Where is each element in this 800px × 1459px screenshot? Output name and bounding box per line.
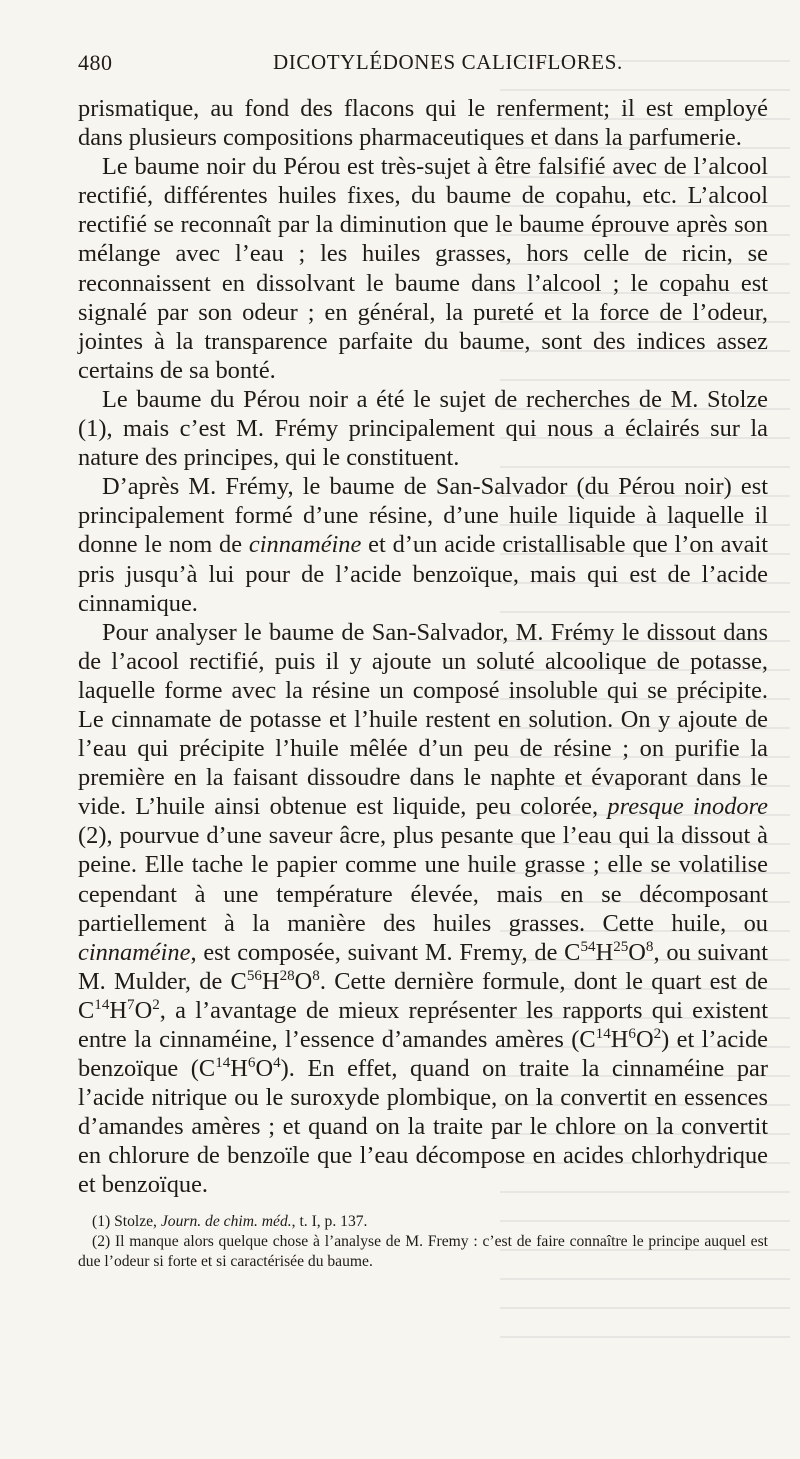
text-run: O: [294, 967, 313, 995]
text-run: (2) Il manque alors quelque chose à l’analyse de M. Fremy : c’est de faire connaître le principe auquel est due l’odeur si forte et si caractérisée du baume.: [78, 1232, 768, 1270]
text-run: H: [109, 996, 128, 1024]
text-run: H: [230, 1055, 248, 1083]
page-header: [78, 46, 766, 80]
superscript: 8: [645, 938, 654, 955]
text-run: , t. I, p. 137.: [291, 1212, 368, 1230]
text-run: Pour analyser le baume de San-Salvador, M. Frémy le dissout dans de l’acool rectifié, puis il y ajoute un soluté alcoolique de potasse, laquelle forme avec la résine un composé insoluble qui se précipite. Le cinnamate de potasse et l’huile restent en solution. On y ajoute de l’eau qui précipite l’huile mêlée d’un peu de résine ; on purifie la première en la faisant dissoudre dans le naphte et évaporant dans le vide. L’huile ainsi obtenue est liquide, peu colorée,: [78, 618, 768, 821]
superscript: 2: [653, 1025, 662, 1042]
superscript: 54: [580, 938, 596, 955]
text-run: O: [134, 996, 153, 1024]
italic-text: presque inodore: [607, 793, 768, 821]
superscript: 7: [127, 996, 135, 1013]
text-run: , est composée, suivant M. Fremy, de C: [190, 938, 581, 966]
superscript: 28: [279, 967, 295, 984]
text-run: H: [261, 967, 280, 995]
text-run: H: [610, 1026, 629, 1053]
superscript: 6: [247, 1054, 256, 1071]
text-run: O: [255, 1055, 274, 1083]
text-run: D’après M. Frémy, le baume de San-Salvador (du Pérou noir) est principalement formé d’une résine, d’une huile liquide à laquelle il donne le nom de: [78, 473, 768, 559]
text-run: ). En effet, quand on traite la cinnaméine par l’acide nitrique ou le suroxyde plombique, on la convertit en essences d’amandes amères ; et quand on la traite par le chlore on la convertit en chlorure de benzoïle que l’eau décompose en acides chlorhydrique et benzoïque.: [78, 1055, 769, 1199]
superscript: 56: [246, 967, 262, 984]
italic-text: cinnaméine: [248, 531, 362, 559]
superscript: 14: [94, 996, 110, 1013]
text-run: et d’un acide cristallisable que l’on avait pris jusqu’à lui pour de l’acide benzoïque, mais qui est de l’acide cinnamique.: [78, 531, 769, 617]
text-run: (1) Stolze,: [92, 1212, 161, 1230]
text-run: O: [628, 938, 646, 966]
running-title: DICOTYLÉDONES CALICIFLORES.: [273, 50, 623, 74]
text-run: ) et l’acide benzoïque (C: [78, 1026, 768, 1083]
text-run: , ou suivant M. Mulder, de C: [78, 938, 768, 995]
superscript: 14: [595, 1025, 611, 1042]
text-run: Le baume noir du Pérou est très-sujet à être falsifié avec de l’alcool rectifié, différentes huiles fixes, du baume de copahu, etc. L’alcool rectifié se reconnaît par la diminution que le baume éprouve après son mélange avec l’eau ; les huiles grasses, hors celle de ricin, se reconnaissent en dissolvant le baume dans l’alcool ; le copahu est signalé par son odeur ; en général, la pureté et la force de l’odeur, jointes à la transparence parfaite du baume, sont des indices assez certains de sa bonté.: [78, 153, 768, 384]
text-run: prismatique, au fond des flacons qui le renferment; il est employé dans plusieurs compositions pharmaceutiques et dans la parfumerie.: [78, 95, 768, 152]
text-run: (2), pourvue d’une saveur âcre, plus pesante que l’eau qui la dissout à peine. Elle tache le papier comme une huile grasse ; elle se volatilise cependant à une température élevée, mais en se décomposant partiellement à la manière des huiles grasses. Cette huile, ou: [78, 822, 768, 937]
text-run: H: [595, 938, 614, 966]
page-number: 480: [78, 50, 113, 75]
text-run: Le baume du Pérou noir a été le sujet de recherches de M. Stolze (1), mais c’est M. Frémy principalement qui nous a éclairés sur la nature des principes, qui le constituent.: [78, 385, 768, 472]
italic-text: cinnaméine: [78, 938, 191, 966]
text-run: . Cette dernière formule, dont le quart est de C: [78, 967, 768, 1024]
text-run: O: [635, 1026, 654, 1053]
text-run: , a l’avantage de mieux représenter les rapports qui existent entre la cinnaméine, l’essence d’amandes amères (C: [78, 996, 768, 1053]
superscript: 2: [152, 996, 160, 1013]
superscript: 25: [613, 938, 629, 955]
superscript: 6: [628, 1025, 636, 1042]
superscript: 14: [215, 1054, 231, 1071]
superscript: 8: [312, 967, 320, 984]
italic-text: Journ. de chim. méd.: [160, 1212, 292, 1230]
bleed-through-shadow: [500, 60, 790, 1360]
superscript: 4: [273, 1054, 281, 1071]
